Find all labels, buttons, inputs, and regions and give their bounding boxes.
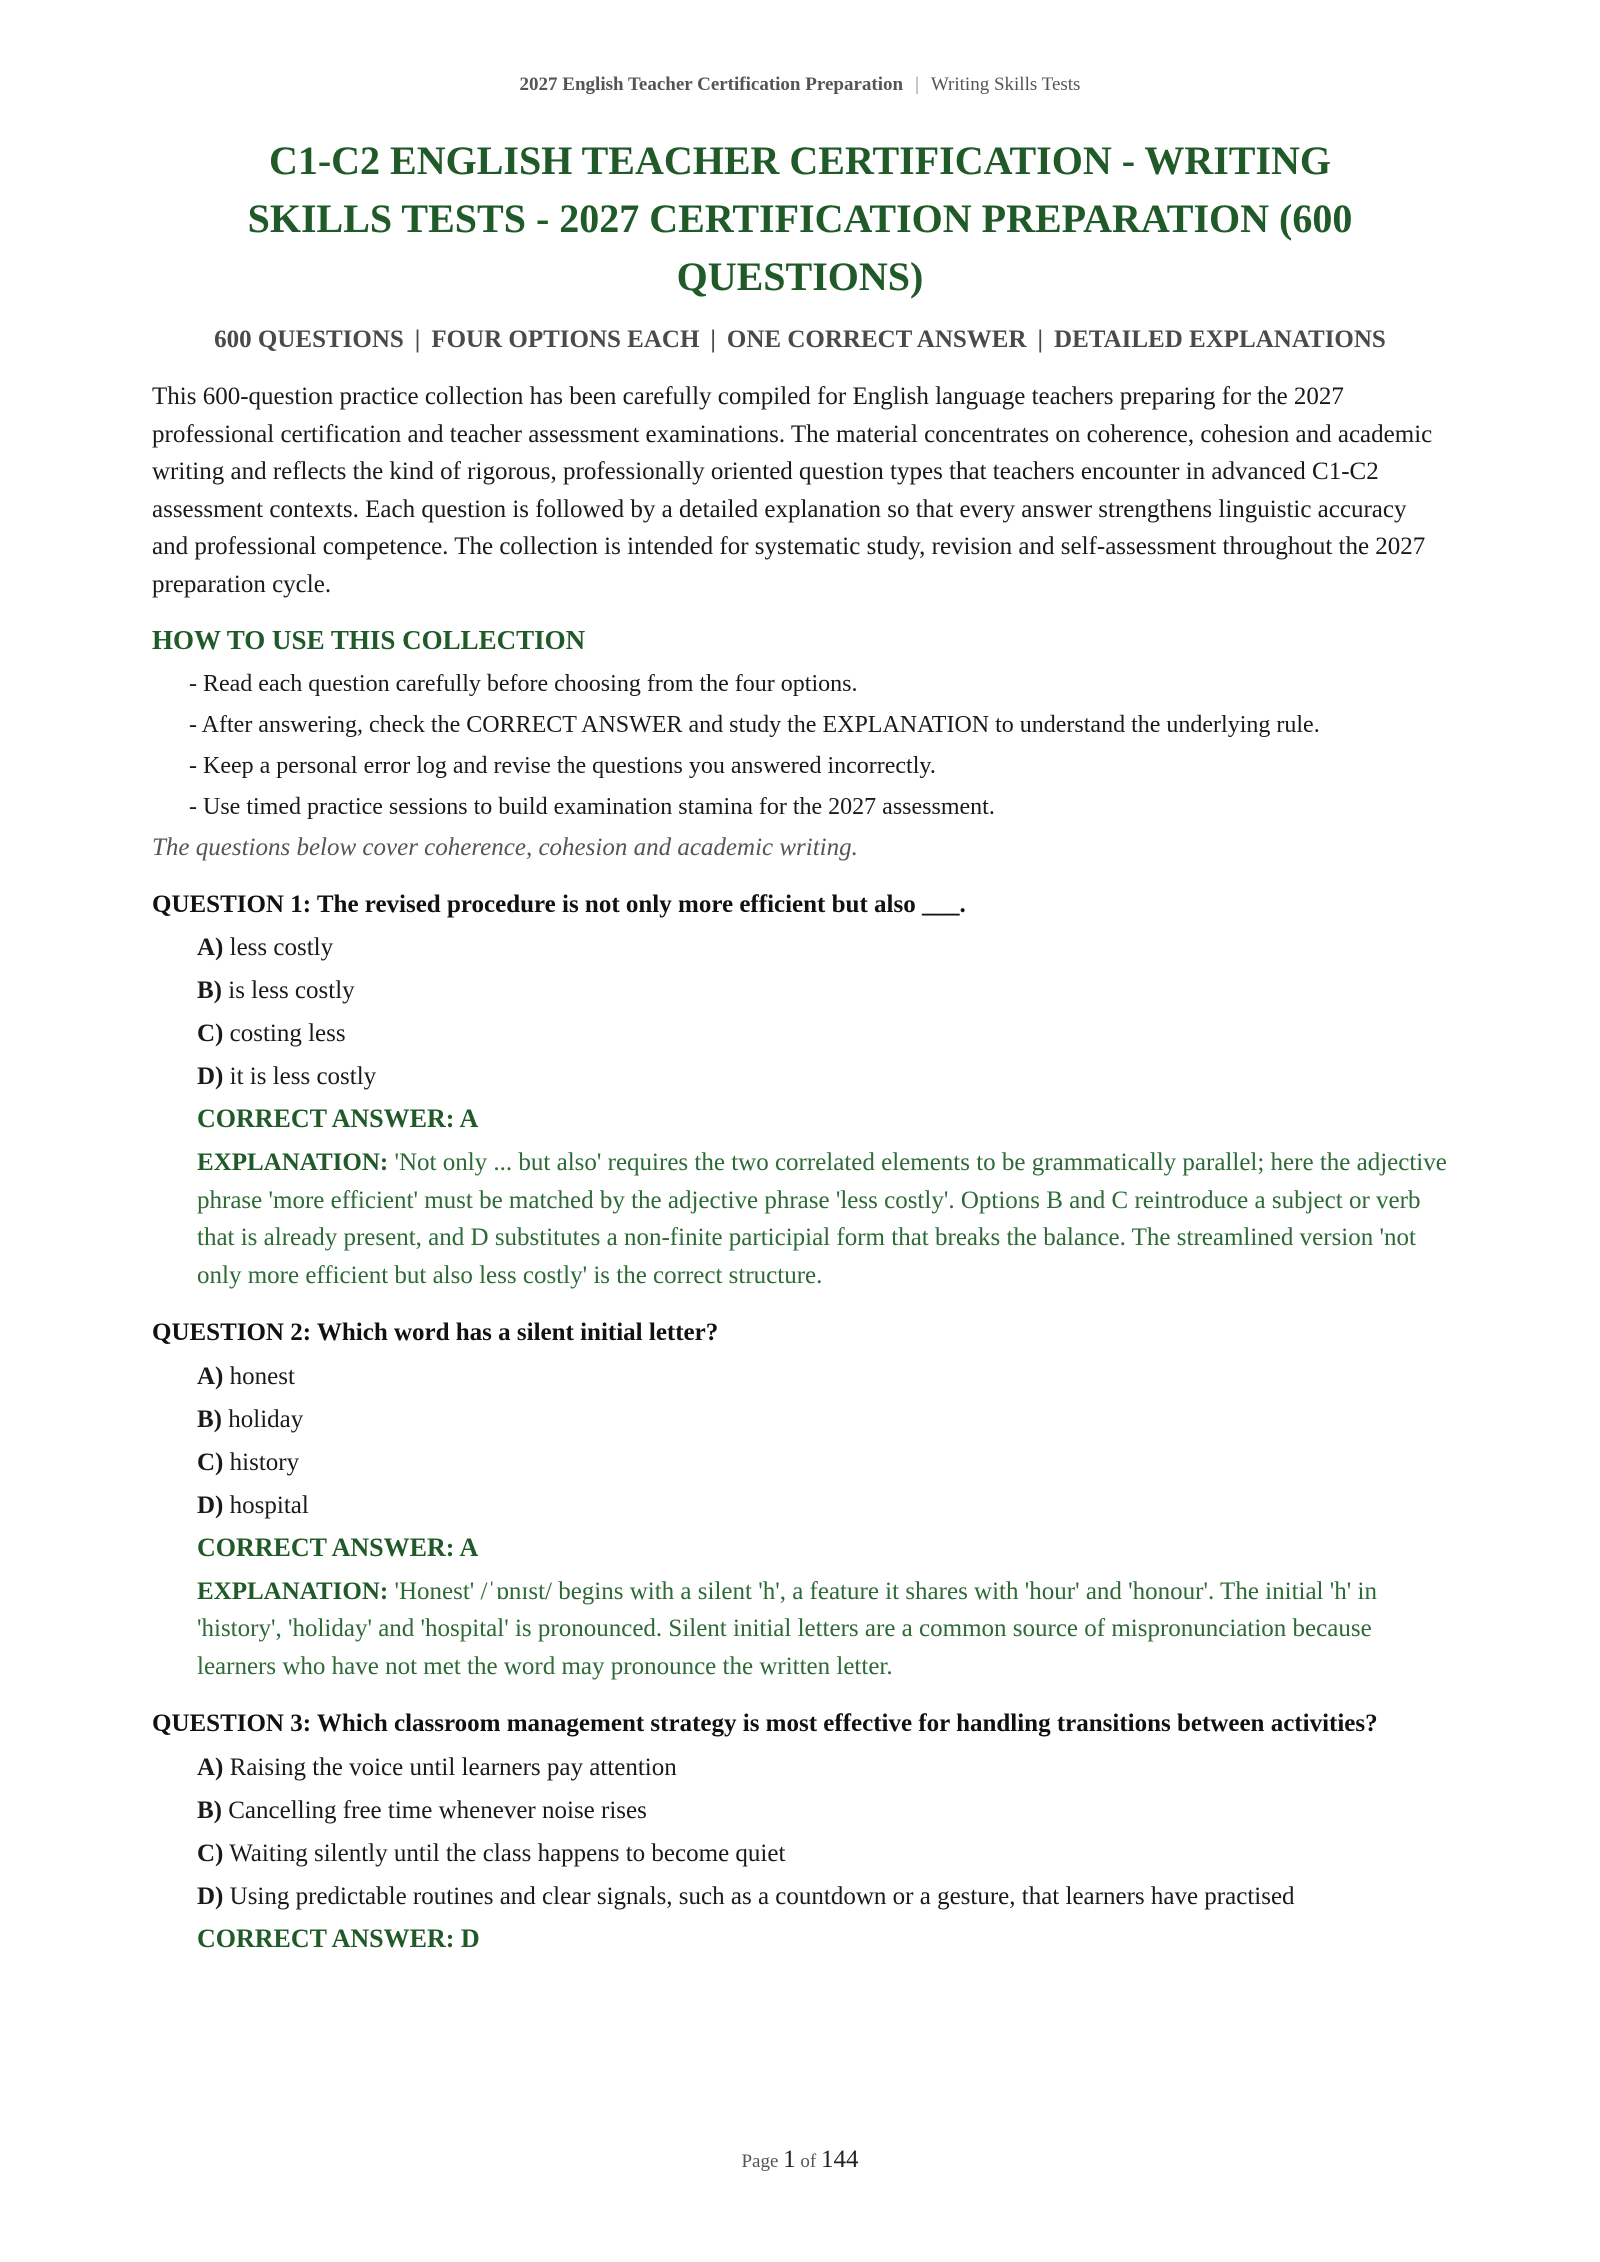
- document-subtitle: [152, 326, 1448, 354]
- option-b[interactable]: [197, 1789, 1448, 1832]
- option-b[interactable]: [197, 1398, 1448, 1441]
- option-a[interactable]: [197, 1355, 1448, 1398]
- options-list: [152, 1746, 1448, 1918]
- option-letter: D): [197, 1882, 224, 1910]
- option-text: Using predictable routines and clear signals, such as a countdown or a gesture, that learners have practised: [229, 1882, 1295, 1910]
- correct-answer: CORRECT ANSWER: A: [197, 1104, 479, 1134]
- correct-answer: CORRECT ANSWER: D: [197, 1923, 480, 1953]
- subtitle-part: ONE CORRECT ANSWER: [726, 326, 1027, 353]
- running-header: [0, 74, 1600, 96]
- header-section-title: Writing Skills Tests: [930, 74, 1081, 95]
- question-text: [152, 1314, 1448, 1352]
- option-letter: B): [197, 1796, 222, 1824]
- option-text: Waiting silently until the class happens to become quiet: [229, 1839, 786, 1867]
- page-current: 1: [783, 2146, 796, 2173]
- page-total: 144: [821, 2146, 859, 2173]
- question-block: [152, 1314, 1448, 1685]
- question-stem: Which word has a silent initial letter?: [316, 1319, 719, 1347]
- option-text: is less costly: [228, 977, 355, 1005]
- option-b[interactable]: [197, 969, 1448, 1012]
- subtitle-part: DETAILED EXPLANATIONS: [1054, 326, 1386, 353]
- option-letter: B): [197, 977, 222, 1005]
- option-a[interactable]: [197, 1746, 1448, 1789]
- option-c[interactable]: [197, 1832, 1448, 1875]
- question-label: QUESTION 1:: [152, 890, 312, 918]
- explanation: [152, 1573, 1448, 1686]
- options-list: [152, 1355, 1448, 1527]
- howto-list: [152, 666, 1448, 825]
- howto-item: - After answering, check the CORRECT ANSWER and study the EXPLANATION to understand the underlying rule.: [189, 711, 1320, 738]
- subtitle-separator: |: [710, 326, 716, 353]
- explanation-label: EXPLANATION:: [197, 1577, 389, 1605]
- option-d[interactable]: [197, 1484, 1448, 1527]
- option-a[interactable]: [197, 926, 1448, 969]
- option-text: less costly: [229, 934, 334, 962]
- intro-paragraph: This 600-question practice collection has been carefully compiled for English language teachers preparing for the 2027 professional certification and teacher assessment examinations. The material concentrates on coherence, cohesion and academic writing and reflects the kind of rigorous, professionally oriented question types that teachers encounter in advanced C1-C2 assessment contexts. Each question is followed by a detailed explanation so that every answer strengthens linguistic accuracy and professional competence. The collection is intended for systematic study, revision and self-assessment throughout the 2027 preparation cycle.: [152, 383, 1433, 598]
- correct-answer: CORRECT ANSWER: A: [197, 1532, 479, 1562]
- option-text: holiday: [228, 1405, 304, 1433]
- subtitle-separator: |: [1037, 326, 1044, 353]
- option-letter: D): [197, 1063, 224, 1091]
- option-letter: C): [197, 1020, 224, 1048]
- howto-heading: HOW TO USE THIS COLLECTION: [152, 624, 586, 655]
- question-text: [152, 886, 1448, 924]
- howto-item: - Use timed practice sessions to build examination stamina for the 2027 assessment.: [189, 793, 995, 820]
- page-footer: [0, 2146, 1600, 2174]
- option-letter: D): [197, 1491, 224, 1519]
- option-letter: C): [197, 1448, 224, 1476]
- coverage-note: The questions below cover coherence, cohesion and academic writing.: [152, 833, 858, 861]
- option-letter: A): [197, 1362, 224, 1390]
- option-letter: B): [197, 1405, 222, 1433]
- explanation-text: 'Honest' /ˈɒnɪst/ begins with a silent 'h', a feature it shares with 'hour' and 'honour'. The initial 'h' in 'history', 'holiday' and 'hospital' is pronounced. Silent initial letters are a common source of mispronunciation because learners who have not met the word may pronounce the written letter.: [197, 1577, 1377, 1680]
- option-text: costing less: [229, 1020, 346, 1048]
- question-stem: The revised procedure is not only more efficient but also ___.: [316, 890, 966, 918]
- document-title: C1-C2 ENGLISH TEACHER CERTIFICATION - WRITING SKILLS TESTS - 2027 CERTIFICATION PREPARATION (600 QUESTIONS): [247, 138, 1353, 299]
- question-label: QUESTION 3:: [152, 1710, 312, 1738]
- howto-item: - Read each question carefully before choosing from the four options.: [189, 670, 858, 697]
- option-c[interactable]: [197, 1441, 1448, 1484]
- page-of: of: [800, 2151, 817, 2172]
- question-label: QUESTION 2:: [152, 1319, 312, 1347]
- option-d[interactable]: [197, 1055, 1448, 1098]
- option-text: it is less costly: [229, 1063, 377, 1091]
- option-d[interactable]: [197, 1875, 1448, 1918]
- option-letter: A): [197, 934, 224, 962]
- option-text: Cancelling free time whenever noise rises: [228, 1796, 647, 1824]
- option-text: honest: [229, 1362, 295, 1390]
- question-stem: Which classroom management strategy is most effective for handling transitions between activities?: [316, 1710, 1378, 1738]
- subtitle-part: FOUR OPTIONS EACH: [431, 326, 700, 353]
- option-text: hospital: [229, 1491, 309, 1519]
- question-block: [152, 1705, 1448, 1960]
- option-text: Raising the voice until learners pay attention: [229, 1753, 677, 1781]
- howto-item: - Keep a personal error log and revise the questions you answered incorrectly.: [189, 752, 936, 779]
- options-list: [152, 926, 1448, 1098]
- option-letter: C): [197, 1839, 224, 1867]
- option-letter: A): [197, 1753, 224, 1781]
- subtitle-part: 600 QUESTIONS: [214, 326, 404, 353]
- question-block: [152, 886, 1448, 1295]
- explanation: [152, 1144, 1448, 1294]
- explanation-label: EXPLANATION:: [197, 1149, 389, 1177]
- header-book-title: 2027 English Teacher Certification Preparation: [519, 74, 904, 95]
- header-separator: |: [915, 74, 919, 95]
- option-c[interactable]: [197, 1012, 1448, 1055]
- question-text: [152, 1705, 1448, 1743]
- subtitle-separator: |: [414, 326, 421, 353]
- option-text: history: [229, 1448, 300, 1476]
- page-content: [152, 132, 1448, 1960]
- page-label: Page: [741, 2151, 779, 2172]
- explanation-text: 'Not only ... but also' requires the two correlated elements to be grammatically parallel; here the adjective phrase 'more efficient' must be matched by the adjective phrase 'less costly'. Options B and C reintroduce a subject or verb that is already present, and D substitutes a non-finite participial form that breaks the balance. The streamlined version 'not only more efficient but also less costly' is the correct structure.: [197, 1149, 1447, 1289]
